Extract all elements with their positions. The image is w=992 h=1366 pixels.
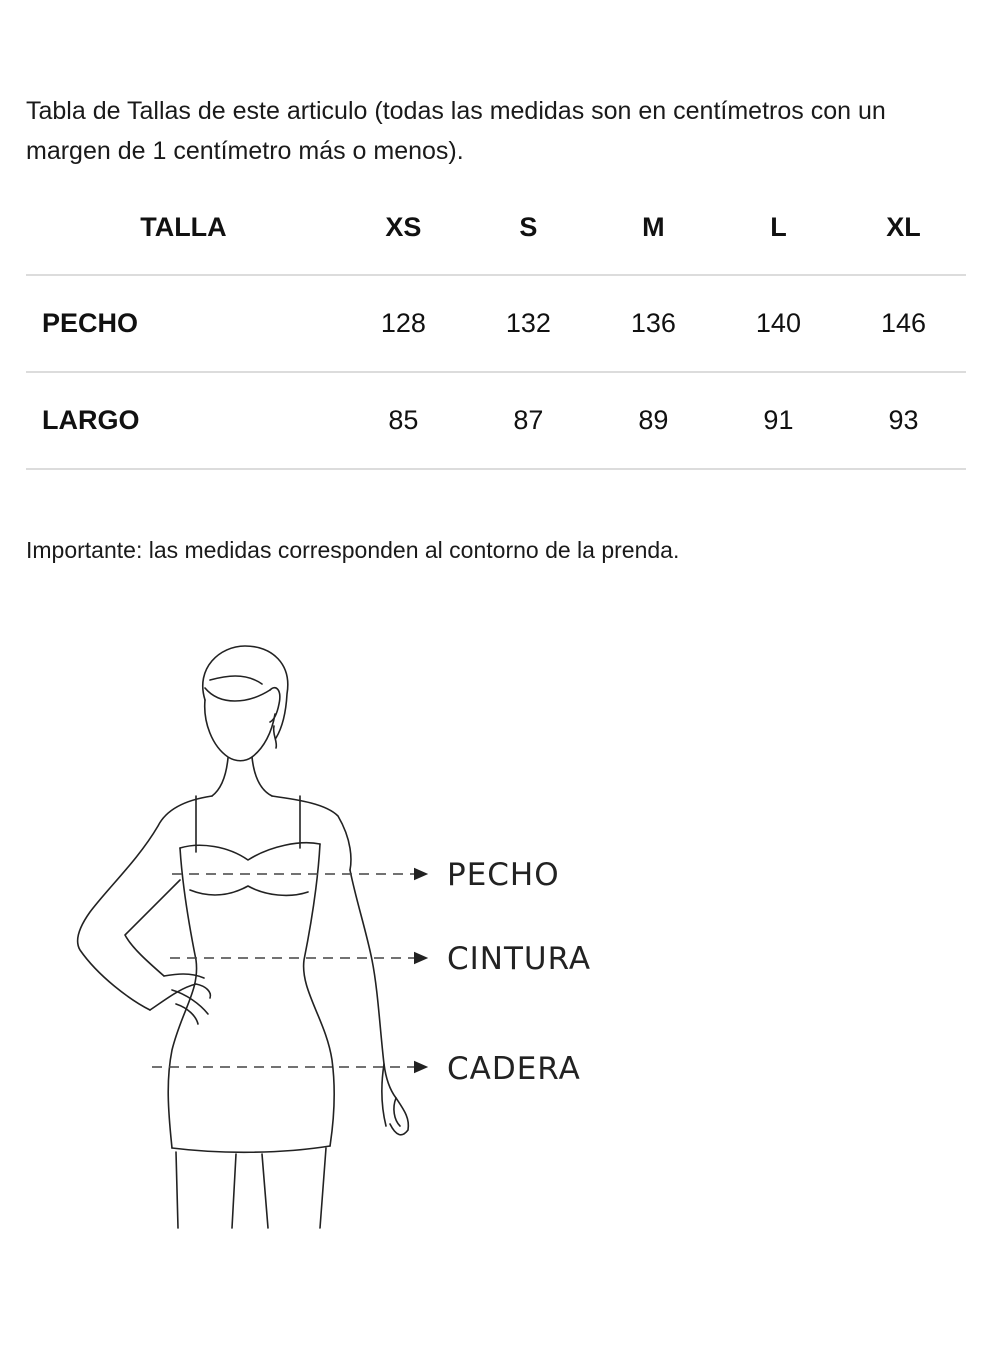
table-row [26,372,966,469]
table-cell: 136 [591,275,716,372]
waist-label: CINTURA [447,941,592,977]
hip-label: CADERA [447,1051,581,1087]
table-cell: 146 [841,275,966,372]
table-cell: 89 [591,372,716,469]
table-cell: 128 [341,275,466,372]
dress-figure-illustration [78,646,409,1228]
table-cell: 132 [466,275,591,372]
measurement-guides [152,874,425,1067]
table-cell: 140 [716,275,841,372]
header-cell-l: L [716,180,841,275]
row-label-length: LARGO [26,372,341,469]
row-label-chest: PECHO [26,275,341,372]
chest-label: PECHO [447,857,560,893]
header-cell-m: M [591,180,716,275]
header-cell-size: TALLA [26,180,341,275]
table-cell: 93 [841,372,966,469]
note-text: Importante: las medidas corresponden al contorno de la prenda. [26,537,680,563]
table-cell: 91 [716,372,841,469]
measurement-figure [60,635,660,1235]
header-cell-s: S [466,180,591,275]
table-cell: 85 [341,372,466,469]
table-header-row [26,180,966,275]
table-cell: 87 [466,372,591,469]
header-cell-xs: XS [341,180,466,275]
size-table [26,180,966,470]
table-row [26,275,966,372]
header-cell-xl: XL [841,180,966,275]
intro-text: Tabla de Tallas de este articulo (todas las medidas son en centímetros con un margen de 1 centímetro más o menos). [26,97,886,165]
